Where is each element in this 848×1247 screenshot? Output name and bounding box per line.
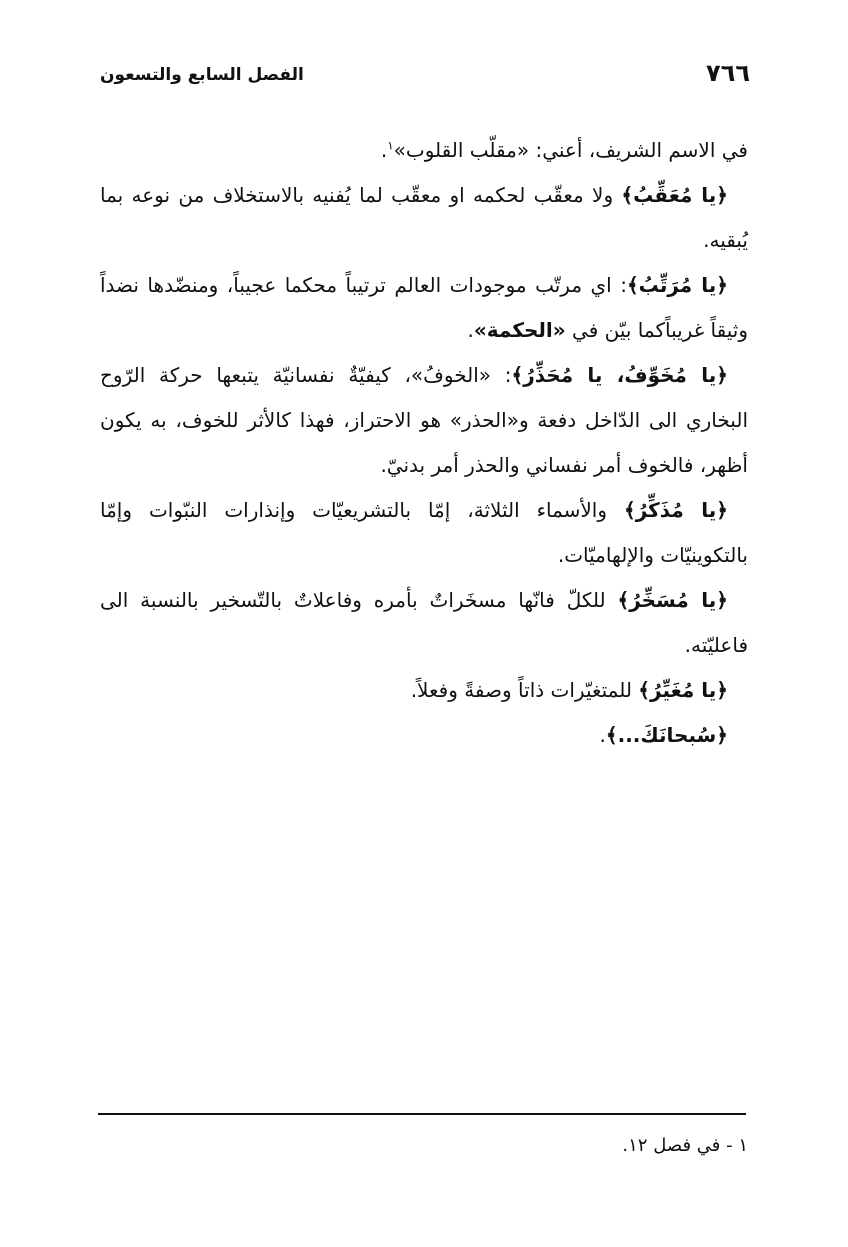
page-header <box>100 58 750 94</box>
paragraph-8-end: . <box>599 723 606 747</box>
paragraph-3-end: . <box>467 318 474 342</box>
paragraph-1-end: . <box>380 138 388 162</box>
divine-name-murattib: ﴿يا مُرَتِّبُ﴾ <box>626 273 728 297</box>
paragraph-6-text: للكلّ فانّها مسخَراتٌ بأمره وفاعلاتٌ بالتّسخير بالنسبة الى فاعليّته. <box>100 588 748 657</box>
footnote: ١ - في فصل ١٢. <box>622 1135 748 1156</box>
paragraph-6 <box>100 578 748 668</box>
divine-name-mudhakkir: ﴿يا مُذَكِّرُ﴾ <box>623 498 729 522</box>
paragraph-5 <box>100 488 748 578</box>
paragraph-1-text: في الاسم الشريف، أعني: «مقلّب القلوب» <box>393 138 748 162</box>
divine-name-mughayyir: ﴿يا مُغَيِّرُ﴾ <box>638 678 728 702</box>
paragraph-3-text: : اي مرتّب موجودات العالم ترتيباً محكما عجيباً، ومنضّدها نضداً وثيقاً غريباًكما بيّن في <box>100 273 748 342</box>
subhanaka-phrase: ﴿سُبحانَكَ...﴾ <box>605 723 728 747</box>
footnote-reference: ١ <box>387 138 394 153</box>
paragraph-1 <box>100 128 748 173</box>
paragraph-7-text: للمتغيّرات ذاتاً وصفةً وفعلاً. <box>410 678 639 702</box>
paragraph-2 <box>100 173 748 263</box>
divine-name-muaqqib: ﴿يا مُعَقِّبُ﴾ <box>621 183 728 207</box>
book-reference: «الحكمة» <box>473 318 566 342</box>
paragraph-8 <box>100 713 748 758</box>
divine-name-mukhawwif: ﴿يا مُخَوِّفُ، يا مُحَذِّرُ﴾ <box>511 363 728 387</box>
paragraph-2-text: ولا معقّب لحكمه او معقّب لما يُفنيه بالاستخلاف من نوعه بما يُبقيه. <box>100 183 748 252</box>
paragraph-5-text: والأسماء الثلاثة، إمّا بالتشريعيّات وإنذارات النبّوات وإمّا بالتكوينيّات والإلهاميّات. <box>100 498 748 567</box>
paragraph-3 <box>100 263 748 353</box>
paragraph-4 <box>100 353 748 488</box>
divine-name-musakhkhir: ﴿يا مُسَخِّرُ﴾ <box>617 588 728 612</box>
body-text <box>100 128 748 758</box>
page-number: ٧٦٦ <box>706 59 750 87</box>
paragraph-7 <box>100 668 748 713</box>
footnote-divider <box>98 1113 746 1115</box>
paragraph-4-text: : «الخوفُ»، كيفيّةٌ نفسانيّة يتبعها حركة الرّوح البخاري الى الدّاخل دفعة و«الحذر» هو الاحتراز، فهذا كالأثر للخوف، به يكون أظهر، فالخوف أمر نفساني والحذر أمر بدنيّ. <box>100 363 748 477</box>
running-head: الفصل السابع والتسعون <box>100 65 304 85</box>
